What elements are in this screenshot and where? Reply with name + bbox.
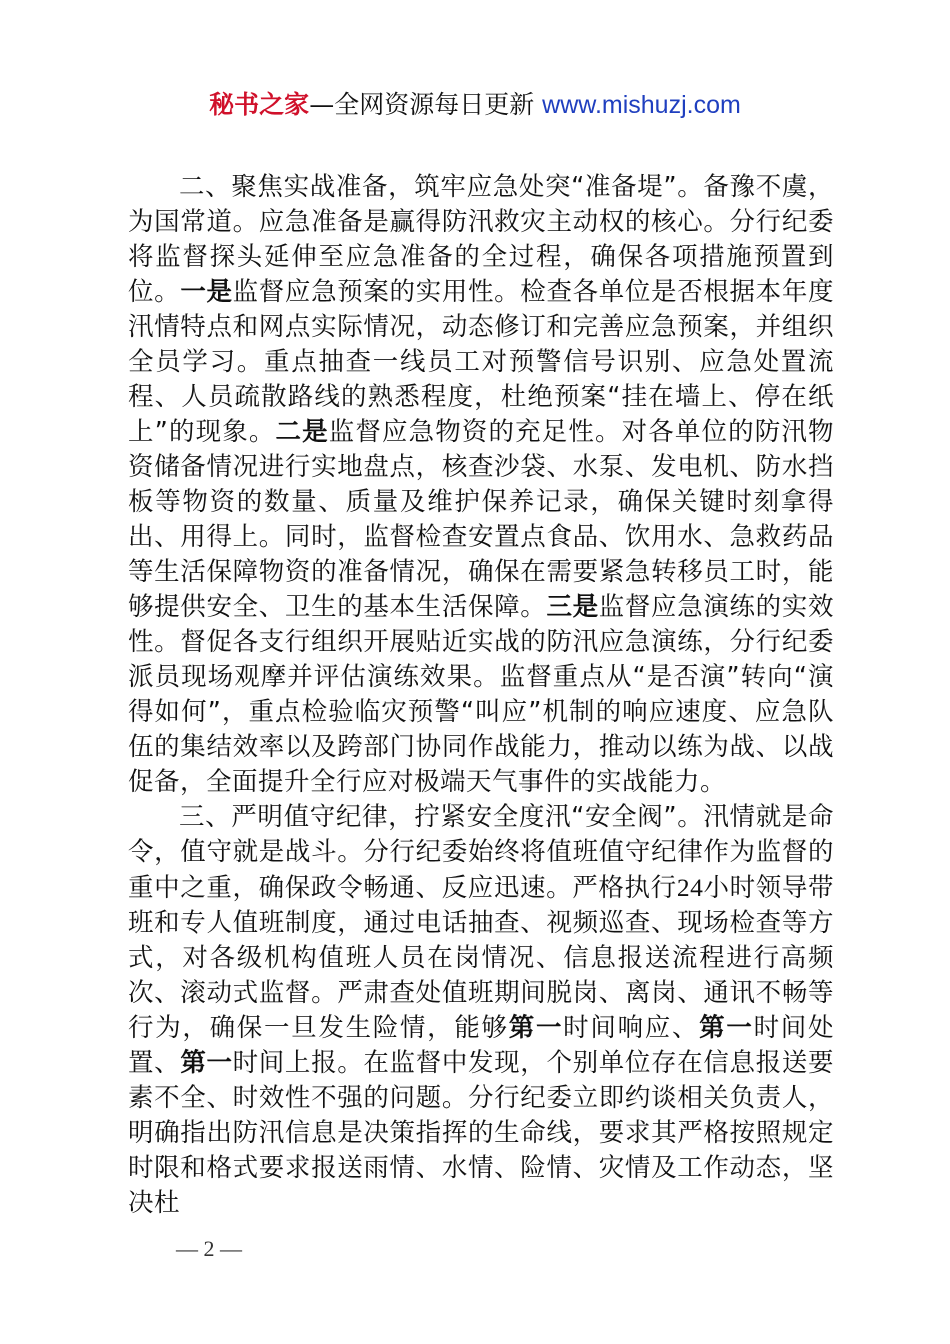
- point-two-text: 监督应急物资的充足性。对各单位的防汛物资储备情况进行实地盘点，核查沙袋、水泵、发电机、防水挡板等物资的数量、质量及维护保养记录，确保关键时刻拿得出、用得上。同时，监督检查安置点食品、饮用水、急救药品等生活保障物资的准备情况，确保在需要紧急转移员工时，能够提供安全、卫生的基本生活保障。: [128, 417, 834, 622]
- duty-text-b: 小时领导带班和专人值班制度，通过电话抽查、视频巡查、现场检查等方式，对各级机构值班人员在岗情况、信息报送流程进行高频次、滚动式监督。严肃查处值班期间脱岗、离岗、通讯不畅等行为，确保一旦发生险情，能够: [128, 873, 834, 1043]
- paragraph-emergency-preparedness: [128, 170, 834, 800]
- duty-text-d: 时间处置、: [128, 1013, 834, 1078]
- point-three-text: 监督应急演练的实效性。督促各支行组织开展贴近实战的防汛应急演练，分行纪委派员现场观摩并评估演练效果。监督重点从“是否演”转向“演得如何”，重点检验临灾预警“叫应”机制的响应速度、应急队伍的集结效率以及跨部门协同作战能力，推动以练为战、以战促备，全面提升全行应对极端天气事件的实战能力。: [128, 592, 834, 797]
- duty-text-c: 时间响应、: [563, 1013, 700, 1043]
- point-one-text: 监督应急预案的实用性。检查各单位是否根据本年度汛情特点和网点实际情况，动态修订和完善应急预案，并组织全员学习。重点抽查一线员工对预警信号识别、应急处置流程、人员疏散路线的熟悉程度，杜绝预案“挂在墙上、停在纸上”的现象。: [128, 277, 834, 447]
- first-time-bold-3: 第一: [180, 1048, 233, 1078]
- site-tagline: —全网资源每日更新: [309, 90, 535, 119]
- document-body: [128, 170, 834, 1221]
- paragraph-intro: 二、聚焦实战准备，筑牢应急处突“准备堤”。备豫不虞，为国常道。应急准备是赢得防汛救灾主动权的核心。分行纪委将监督探头延伸至应急准备的全过程，确保各项措施预置到位。: [128, 172, 834, 307]
- point-two-lead: 二是: [275, 417, 329, 447]
- page-header: [0, 88, 950, 122]
- first-time-bold-1: 第一: [508, 1013, 564, 1043]
- site-brand: 秘书之家: [209, 90, 310, 119]
- duty-text-e: 时间上报。在监督中发现，个别单位存在信息报送要素不全、时效性不强的问题。分行纪委立即约谈相关负责人，明确指出防汛信息是决策指挥的生命线，要求其严格按照规定时限和格式要求报送雨情、水情、险情、灾情及工作动态，坚决杜: [128, 1048, 834, 1218]
- page-number: — 2 —: [176, 1236, 242, 1261]
- point-three-lead: 三是: [546, 592, 599, 622]
- paragraph-duty-discipline: [128, 800, 834, 1221]
- point-one-lead: 一是: [180, 277, 233, 307]
- duty-hours-number: 24: [676, 873, 704, 902]
- site-url-link[interactable]: www.mishuzj.com: [542, 91, 741, 119]
- first-time-bold-2: 第一: [699, 1013, 754, 1043]
- duty-text-a: 三、严明值守纪律，拧紧安全度汛“安全阀”。汛情就是命令，值守就是战斗。分行纪委始终将值班值守纪律作为监督的重中之重，确保政令畅通、反应迅速。严格执行: [128, 802, 834, 903]
